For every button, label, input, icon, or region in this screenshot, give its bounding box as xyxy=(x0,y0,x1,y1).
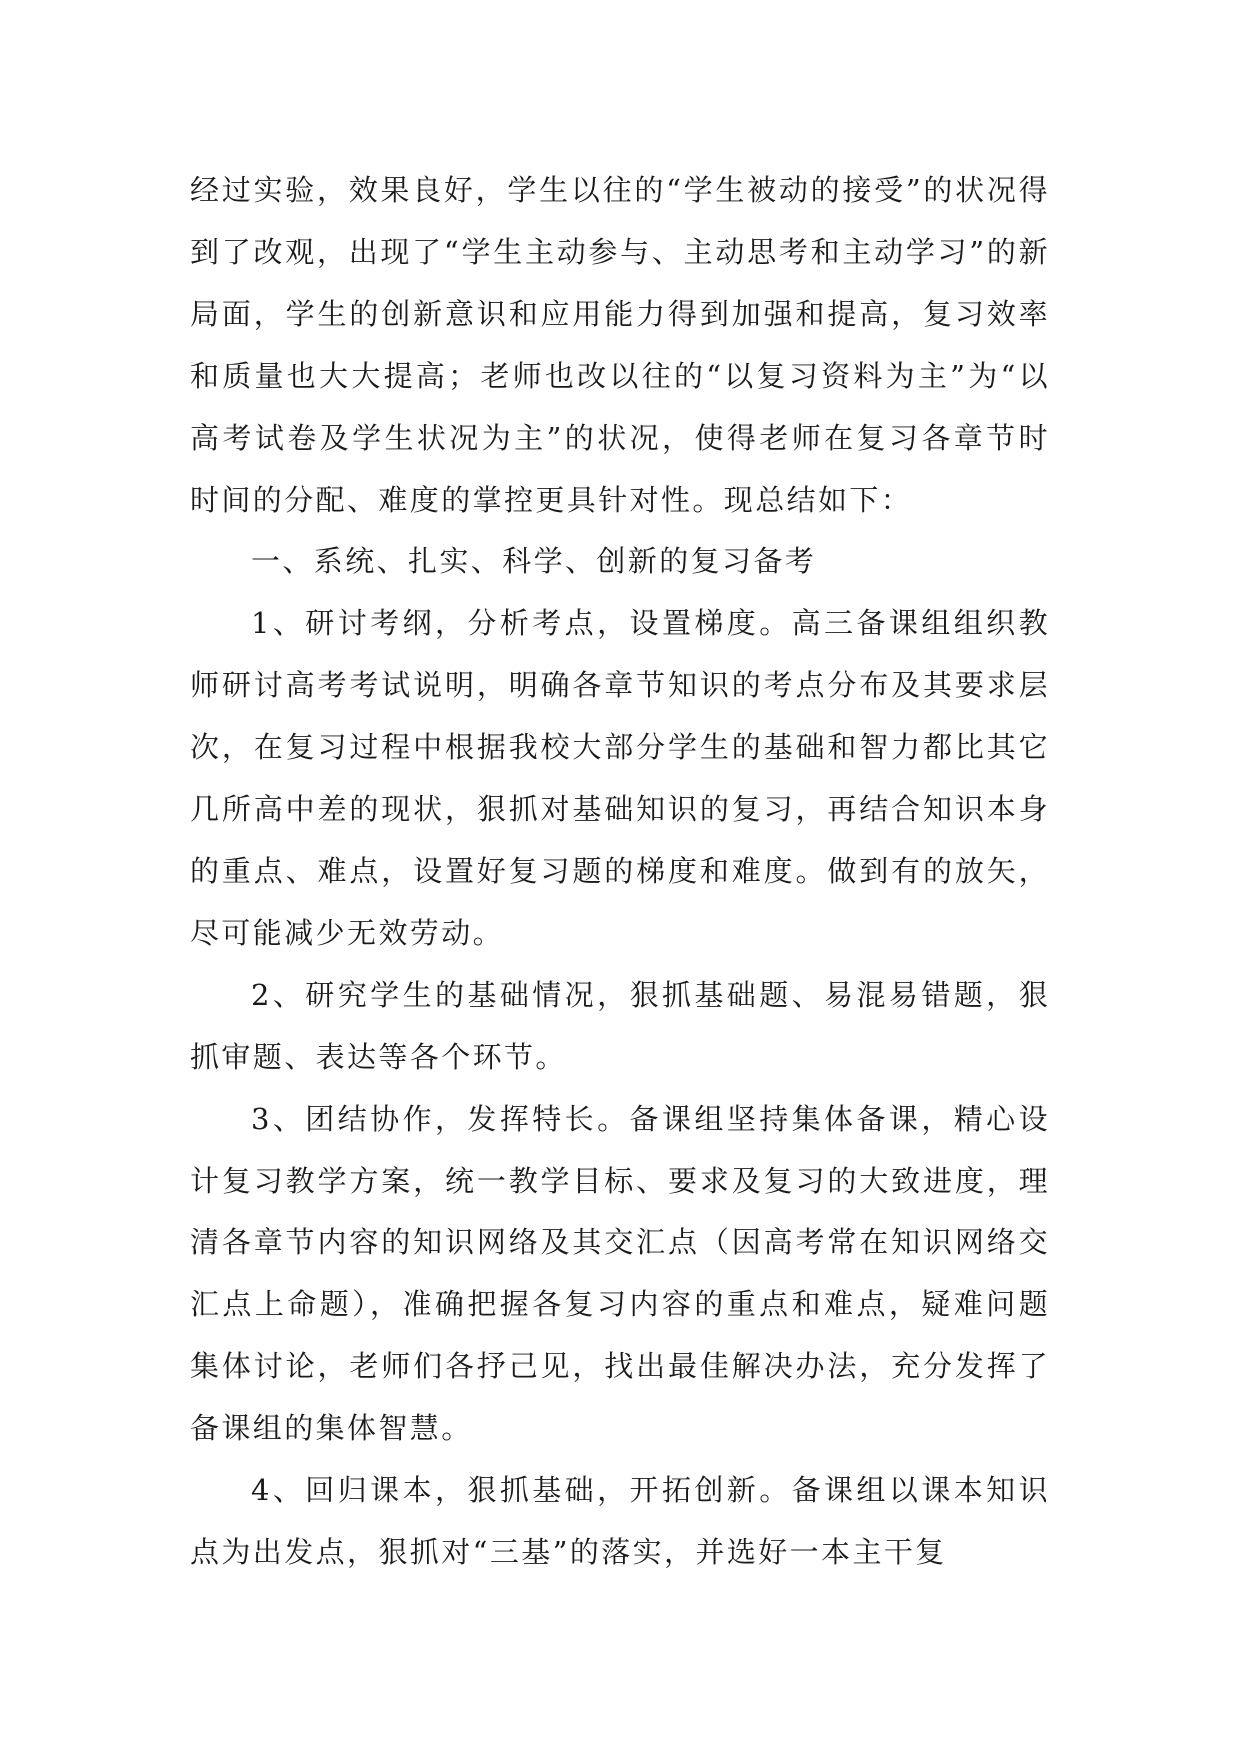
section-heading-1: 一、系统、扎实、科学、创新的复习备考 xyxy=(251,544,817,579)
paragraph-item-4: 4、回归课本，狠抓基础，开拓创新。备课组以课本知识点为出发点，狠抓对“三基”的落实，并选好一本主干复 xyxy=(190,1473,1050,1569)
paragraph-item-1: 1、研讨考纲，分析考点，设置梯度。高三备课组组织教师研讨高考考试说明，明确各章节知识的考点分布及其要求层次，在复习过程中根据我校大部分学生的基础和智力都比其它几所高中差的现状，狠抓对基础知识的复习，再结合知识本身的重点、难点，设置好复习题的梯度和难度。做到有的放矢，尽可能减少无效劳动。 xyxy=(190,606,1050,950)
document-body xyxy=(190,160,1050,1584)
paragraph-item-2: 2、研究学生的基础情况，狠抓基础题、易混易错题，狠抓审题、表达等各个环节。 xyxy=(190,977,1050,1074)
paragraph-intro: 经过实验，效果良好，学生以往的“学生被动的接受”的状况得到了改观，出现了“学生主动参与、主动思考和主动学习”的新局面，学生的创新意识和应用能力得到加强和提高，复习效率和质量也大大提高；老师也改以往的“以复习资料为主”为“以高考试卷及学生状况为主”的状况，使得老师在复习各章节时时间的分配、难度的掌控更具针对性。现总结如下： xyxy=(190,173,1050,517)
paragraph-item-3: 3、团结协作，发挥特长。备课组坚持集体备课，精心设计复习教学方案，统一教学目标、要求及复习的大致进度，理清各章节内容的知识网络及其交汇点（因高考常在知识网络交汇点上命题），准确把握各复习内容的重点和难点，疑难问题集体讨论，老师们各抒己见，找出最佳解决办法，充分发挥了备课组的集体智慧。 xyxy=(190,1101,1050,1446)
